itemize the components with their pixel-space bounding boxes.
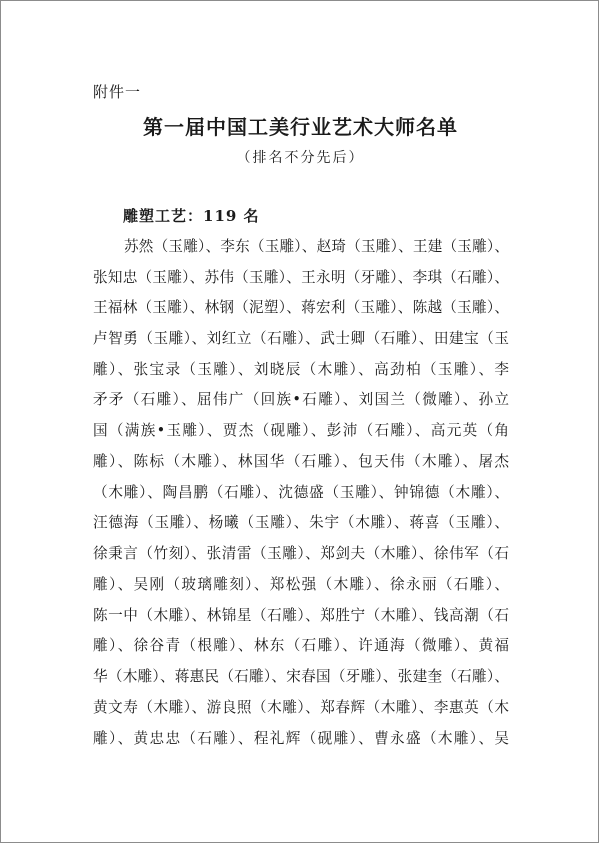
list-line: 雕）、陈标（木雕）、林国华（石雕）、包天伟（木雕）、屠杰 <box>93 453 509 470</box>
list-line: 陈一中（木雕）、林锦星（石雕）、郑胜宁（木雕）、钱高潮（石 <box>93 607 509 624</box>
list-line: （木雕）、陶昌鹏（石雕）、沈德盛（玉雕）、钟锦德（木雕）、 <box>93 484 509 501</box>
list-line: 汪德海（玉雕）、杨曦（玉雕）、朱宇（木雕）、蒋喜（玉雕）、 <box>93 514 509 531</box>
list-line: 矛矛（石雕）、屈伟广（回族•石雕）、刘国兰（微雕）、孙立 <box>93 391 509 408</box>
document-subtitle: （排名不分先后） <box>236 150 365 166</box>
document-title: 第一届中国工美行业艺术大师名单 <box>143 115 458 139</box>
list-line: 张知忠（玉雕）、苏伟（玉雕）、王永明（牙雕）、李琪（石雕）、 <box>93 269 509 286</box>
list-line: 苏然（玉雕）、李东（玉雕）、赵琦（玉雕）、王建（玉雕）、 <box>124 238 509 255</box>
list-line: 王福林（玉雕）、林钢（泥塑）、蒋宏利（玉雕）、陈越（玉雕）、 <box>93 299 509 316</box>
section-heading: 雕塑工艺：119 名 <box>123 207 260 225</box>
list-line: 国（满族•玉雕）、贾杰（砚雕）、彭沛（石雕）、高元英（角 <box>93 422 509 439</box>
list-line: 徐秉言（竹刻）、张清雷（玉雕）、郑剑夫（木雕）、徐伟军（石 <box>93 545 509 562</box>
list-line: 雕）、张宝录（玉雕）、刘晓辰（木雕）、高劲柏（玉雕）、李 <box>93 361 509 378</box>
list-line: 雕）、黄忠忠（石雕）、程礼辉（砚雕）、曹永盛（木雕）、吴 <box>93 730 509 747</box>
attachment-label: 附件一 <box>93 83 142 101</box>
list-line: 黄文寿（木雕）、游良照（木雕）、郑春辉（木雕）、李惠英（木 <box>93 699 509 716</box>
list-line: 华（木雕）、蒋惠民（石雕）、宋春国（牙雕）、张建奎（石雕）、 <box>93 668 509 685</box>
list-line: 雕）、徐谷青（根雕）、林东（石雕）、许通海（微雕）、黄福 <box>93 637 509 654</box>
list-line: 雕）、吴刚（玻璃雕刻）、郑松强（木雕）、徐永丽（石雕）、 <box>93 576 509 593</box>
list-line: 卢智勇（玉雕）、刘红立（石雕）、武士卿（石雕）、田建宝（玉 <box>93 330 509 347</box>
